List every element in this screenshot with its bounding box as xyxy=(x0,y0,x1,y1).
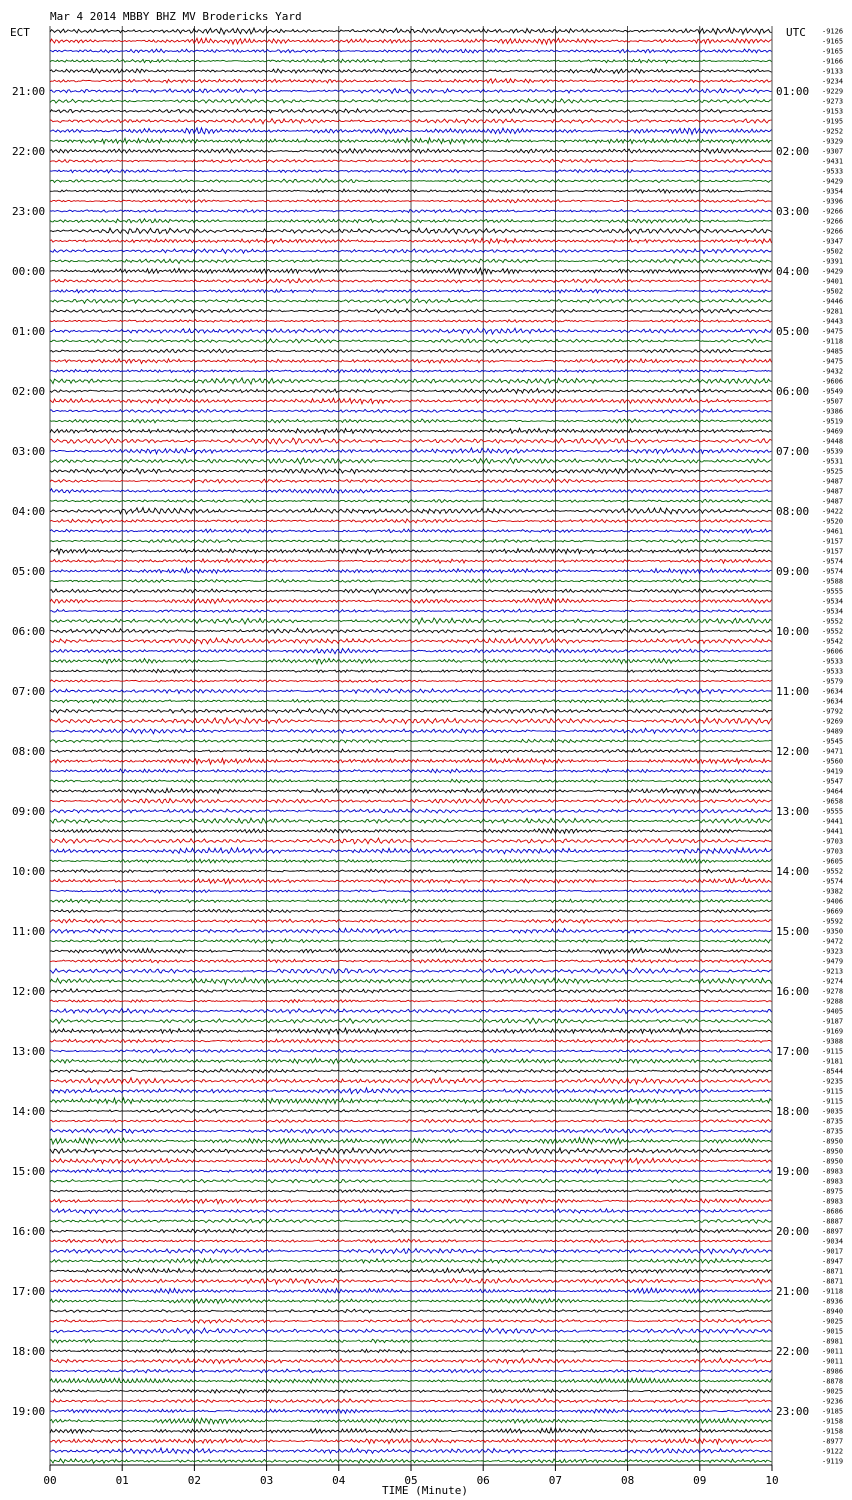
trace-offset-label: -9419 xyxy=(822,767,844,776)
trace-offset-label: -9555 xyxy=(822,807,844,816)
trace-offset-label: -9386 xyxy=(822,407,844,416)
trace-offset-label: -9606 xyxy=(822,647,844,656)
trace-offset-label: -9158 xyxy=(822,1417,844,1426)
trace-offset-label: -8950 xyxy=(822,1137,844,1146)
trace-offset-label: -9252 xyxy=(822,127,844,136)
left-hour-label: 13:00 xyxy=(12,1045,46,1058)
trace-offset-label: -9288 xyxy=(822,997,844,1006)
trace-offset-label: -9122 xyxy=(822,1447,844,1456)
trace-offset-label: -9669 xyxy=(822,907,844,916)
trace-offset-label: -9431 xyxy=(822,157,844,166)
right-hour-label: 18:00 xyxy=(776,1105,810,1118)
right-hour-label: 11:00 xyxy=(776,685,810,698)
trace-offset-label: -9185 xyxy=(822,1407,844,1416)
trace-offset-label: -9034 xyxy=(822,1237,844,1246)
x-tick-label: 08 xyxy=(620,1474,635,1487)
right-hour-label: 04:00 xyxy=(776,265,810,278)
trace-offset-label: -8986 xyxy=(822,1367,844,1376)
right-hour-label: 02:00 xyxy=(776,145,810,158)
trace-offset-label: -9350 xyxy=(822,927,844,936)
trace-offset-label: -8981 xyxy=(822,1337,844,1346)
trace-offset-label: -9391 xyxy=(822,257,844,266)
trace-offset-label: -8975 xyxy=(822,1187,844,1196)
x-axis-label: TIME (Minute) xyxy=(381,1484,469,1497)
trace-offset-label: -9703 xyxy=(822,847,844,856)
left-hour-label: 03:00 xyxy=(12,445,46,458)
trace-offset-label: -9487 xyxy=(822,477,844,486)
trace-offset-label: -9507 xyxy=(822,397,844,406)
x-tick-label: 04 xyxy=(332,1474,346,1487)
trace-offset-label: -9119 xyxy=(822,1457,844,1466)
trace-offset-label: -8983 xyxy=(822,1177,844,1186)
trace-offset-label: -8940 xyxy=(822,1307,844,1316)
trace-offset-label: -9441 xyxy=(822,827,844,836)
trace-offset-label: -9443 xyxy=(822,317,844,326)
trace-offset-label: -9574 xyxy=(822,557,844,566)
trace-offset-label: -9388 xyxy=(822,1037,844,1046)
trace-offset-label: -9133 xyxy=(822,67,844,76)
x-tick-label: 01 xyxy=(115,1474,129,1487)
left-hour-label: 11:00 xyxy=(12,925,46,938)
trace-offset-label: -9479 xyxy=(822,957,844,966)
trace-offset-label: -8887 xyxy=(822,1217,844,1226)
trace-offset-label: -9634 xyxy=(822,697,844,706)
trace-offset-label: -9035 xyxy=(822,1107,844,1116)
trace-offset-label: -9126 xyxy=(822,27,844,36)
left-hour-label: 16:00 xyxy=(12,1225,46,1238)
trace-offset-label: -9354 xyxy=(822,187,844,196)
trace-offset-label: -9605 xyxy=(822,857,844,866)
trace-offset-label: -9534 xyxy=(822,597,844,606)
trace-offset-label: -9432 xyxy=(822,367,844,376)
trace-offset-label: -8871 xyxy=(822,1267,844,1276)
right-hour-label: 09:00 xyxy=(776,565,810,578)
trace-offset-label: -9579 xyxy=(822,677,844,686)
trace-offset-label: -8977 xyxy=(822,1437,844,1446)
trace-offset-label: -9213 xyxy=(822,967,844,976)
trace-offset-label: -9792 xyxy=(822,707,844,716)
trace-offset-label: -9229 xyxy=(822,87,844,96)
trace-offset-label: -8983 xyxy=(822,1167,844,1176)
trace-offset-label: -9011 xyxy=(822,1347,844,1356)
trace-offset-label: -9011 xyxy=(822,1357,844,1366)
right-hour-label: 12:00 xyxy=(776,745,810,758)
left-hour-labels xyxy=(12,85,45,1418)
trace-offset-label: -9574 xyxy=(822,877,844,886)
right-hour-label: 03:00 xyxy=(776,205,810,218)
left-hour-label: 00:00 xyxy=(12,265,46,278)
trace-offset-labels xyxy=(822,28,843,1466)
right-hour-label: 13:00 xyxy=(776,805,810,818)
trace-offset-label: -9278 xyxy=(822,987,844,996)
x-tick-label: 02 xyxy=(187,1474,202,1487)
trace-offset-label: -9025 xyxy=(822,1387,844,1396)
right-hour-label: 16:00 xyxy=(776,985,810,998)
trace-offset-label: -9281 xyxy=(822,307,844,316)
trace-offset-label: -9235 xyxy=(822,1077,844,1086)
trace-offset-label: -9552 xyxy=(822,627,844,636)
right-hour-label: 15:00 xyxy=(776,925,810,938)
trace-offset-label: -8871 xyxy=(822,1277,844,1286)
trace-offset-label: -9115 xyxy=(822,1047,844,1056)
trace-offset-label: -9165 xyxy=(822,47,844,56)
trace-offset-label: -9187 xyxy=(822,1017,844,1026)
trace-offset-label: -9118 xyxy=(822,337,844,346)
right-hour-label: 22:00 xyxy=(776,1345,810,1358)
trace-offset-label: -9166 xyxy=(822,57,844,66)
x-tick-label: 10 xyxy=(765,1474,779,1487)
trace-offset-label: -9446 xyxy=(822,297,844,306)
trace-offset-label: -9533 xyxy=(822,657,844,666)
left-hour-label: 07:00 xyxy=(12,685,46,698)
trace-offset-label: -9015 xyxy=(822,1327,844,1336)
trace-offset-label: -9592 xyxy=(822,917,844,926)
x-tick-label: 00 xyxy=(43,1474,57,1487)
trace-offset-label: -9534 xyxy=(822,607,844,616)
trace-offset-label: -9429 xyxy=(822,177,844,186)
trace-offset-label: -9266 xyxy=(822,227,844,236)
right-hour-label: 08:00 xyxy=(776,505,810,518)
trace-offset-label: -9464 xyxy=(822,787,844,796)
left-hour-label: 08:00 xyxy=(12,745,46,758)
trace-offset-label: -9195 xyxy=(822,117,844,126)
trace-offset-label: -9489 xyxy=(822,727,844,736)
trace-offset-label: -9542 xyxy=(822,637,844,646)
trace-offset-label: -8735 xyxy=(822,1117,844,1126)
trace-offset-label: -9396 xyxy=(822,197,844,206)
trace-offset-label: -9545 xyxy=(822,737,844,746)
chart-title: Mar 4 2014 MBBY BHZ MV Brodericks Yard xyxy=(50,10,302,23)
trace-offset-label: -9487 xyxy=(822,497,844,506)
left-hour-label: 17:00 xyxy=(12,1285,46,1298)
left-hour-label: 04:00 xyxy=(12,505,46,518)
right-hour-label: 19:00 xyxy=(776,1165,810,1178)
trace-offset-label: -9422 xyxy=(822,507,844,516)
trace-offset-label: -9017 xyxy=(822,1247,844,1256)
left-hour-label: 19:00 xyxy=(12,1405,46,1418)
trace-offset-label: -9588 xyxy=(822,577,844,586)
trace-offset-label: -9448 xyxy=(822,437,844,446)
right-hour-label: 06:00 xyxy=(776,385,810,398)
trace-offset-label: -9169 xyxy=(822,1027,844,1036)
trace-offset-label: -9153 xyxy=(822,107,844,116)
x-tick-label: 06 xyxy=(476,1474,490,1487)
trace-offset-label: -9429 xyxy=(822,267,844,276)
right-hour-label: 21:00 xyxy=(776,1285,810,1298)
trace-offset-label: -9469 xyxy=(822,427,844,436)
left-hour-label: 12:00 xyxy=(12,985,46,998)
left-hour-label: 18:00 xyxy=(12,1345,46,1358)
trace-offset-label: -9274 xyxy=(822,977,844,986)
trace-offset-label: -9181 xyxy=(822,1057,844,1066)
left-timezone-label: ECT xyxy=(10,26,30,39)
trace-offset-label: -9560 xyxy=(822,757,844,766)
left-hour-label: 02:00 xyxy=(12,385,46,398)
right-hour-label: 17:00 xyxy=(776,1045,810,1058)
trace-offset-label: -9158 xyxy=(822,1427,844,1436)
left-hour-label: 05:00 xyxy=(12,565,46,578)
trace-offset-label: -8878 xyxy=(822,1377,844,1386)
trace-offset-label: -9549 xyxy=(822,387,844,396)
right-hour-label: 14:00 xyxy=(776,865,810,878)
trace-offset-label: -9703 xyxy=(822,837,844,846)
trace-offset-label: -9405 xyxy=(822,1007,844,1016)
x-tick-label: 09 xyxy=(693,1474,707,1487)
trace-offset-label: -8950 xyxy=(822,1157,844,1166)
trace-offset-label: -9025 xyxy=(822,1317,844,1326)
trace-offset-label: -9115 xyxy=(822,1097,844,1106)
left-hour-label: 23:00 xyxy=(12,205,46,218)
trace-offset-label: -9273 xyxy=(822,97,844,106)
trace-offset-label: -8950 xyxy=(822,1147,844,1156)
trace-offset-label: -9552 xyxy=(822,617,844,626)
left-hour-label: 10:00 xyxy=(12,865,46,878)
trace-offset-label: -9461 xyxy=(822,527,844,536)
trace-offset-label: -9634 xyxy=(822,687,844,696)
right-hour-label: 23:00 xyxy=(776,1405,810,1418)
right-hour-labels xyxy=(776,85,809,1418)
left-hour-label: 09:00 xyxy=(12,805,46,818)
trace-offset-label: -9533 xyxy=(822,667,844,676)
trace-offset-label: -8947 xyxy=(822,1257,844,1266)
x-tick-label: 05 xyxy=(404,1474,418,1487)
trace-offset-label: -9157 xyxy=(822,547,844,556)
trace-offset-label: -9547 xyxy=(822,777,844,786)
trace-offset-label: -9266 xyxy=(822,217,844,226)
trace-offset-label: -9502 xyxy=(822,247,844,256)
trace-offset-label: -8897 xyxy=(822,1227,844,1236)
trace-offset-label: -9606 xyxy=(822,377,844,386)
trace-offset-label: -9519 xyxy=(822,417,844,426)
trace-offset-label: -9401 xyxy=(822,277,844,286)
trace-offset-label: -8983 xyxy=(822,1197,844,1206)
trace-offset-label: -9531 xyxy=(822,457,844,466)
trace-offset-label: -9471 xyxy=(822,747,844,756)
right-hour-label: 01:00 xyxy=(776,85,810,98)
right-timezone-label: UTC xyxy=(786,26,806,39)
trace-offset-label: -9574 xyxy=(822,567,844,576)
trace-offset-label: -9475 xyxy=(822,327,844,336)
trace-offset-label: -9487 xyxy=(822,487,844,496)
trace-offset-label: -9406 xyxy=(822,897,844,906)
trace-offset-label: -9165 xyxy=(822,37,844,46)
trace-offset-label: -8936 xyxy=(822,1297,844,1306)
trace-offset-label: -9307 xyxy=(822,147,844,156)
right-hour-label: 07:00 xyxy=(776,445,810,458)
trace-offset-label: -9234 xyxy=(822,77,844,86)
trace-offset-label: -9269 xyxy=(822,717,844,726)
left-hour-label: 15:00 xyxy=(12,1165,46,1178)
x-tick-label: 03 xyxy=(259,1474,274,1487)
trace-offset-label: -9533 xyxy=(822,167,844,176)
right-hour-label: 10:00 xyxy=(776,625,810,638)
trace-offset-label: -9115 xyxy=(822,1087,844,1096)
x-tick-label: 07 xyxy=(548,1474,563,1487)
trace-offset-label: -9485 xyxy=(822,347,844,356)
trace-offset-label: -8735 xyxy=(822,1127,844,1136)
trace-offset-label: -9555 xyxy=(822,587,844,596)
right-hour-label: 05:00 xyxy=(776,325,810,338)
trace-offset-label: -9266 xyxy=(822,207,844,216)
trace-offset-label: -9472 xyxy=(822,937,844,946)
trace-offset-label: -9475 xyxy=(822,357,844,366)
left-hour-label: 22:00 xyxy=(12,145,46,158)
left-hour-label: 01:00 xyxy=(12,325,46,338)
trace-offset-label: -9157 xyxy=(822,537,844,546)
trace-offset-label: -8686 xyxy=(822,1207,844,1216)
trace-offset-label: -9236 xyxy=(822,1397,844,1406)
trace-offset-label: -9525 xyxy=(822,467,844,476)
trace-offset-label: -9502 xyxy=(822,287,844,296)
trace-offset-label: -9347 xyxy=(822,237,844,246)
right-hour-label: 20:00 xyxy=(776,1225,810,1238)
left-hour-label: 14:00 xyxy=(12,1105,46,1118)
left-hour-label: 06:00 xyxy=(12,625,46,638)
left-hour-label: 21:00 xyxy=(12,85,46,98)
trace-offset-label: -9323 xyxy=(822,947,844,956)
trace-offset-label: -9118 xyxy=(822,1287,844,1296)
trace-offset-label: -9441 xyxy=(822,817,844,826)
trace-offset-label: -9658 xyxy=(822,797,844,806)
trace-offset-label: -9329 xyxy=(822,137,844,146)
trace-offset-label: -9382 xyxy=(822,887,844,896)
trace-offset-label: -9552 xyxy=(822,867,844,876)
trace-offset-label: -9539 xyxy=(822,447,844,456)
trace-offset-label: -8544 xyxy=(822,1067,844,1076)
trace-offset-label: -9520 xyxy=(822,517,844,526)
